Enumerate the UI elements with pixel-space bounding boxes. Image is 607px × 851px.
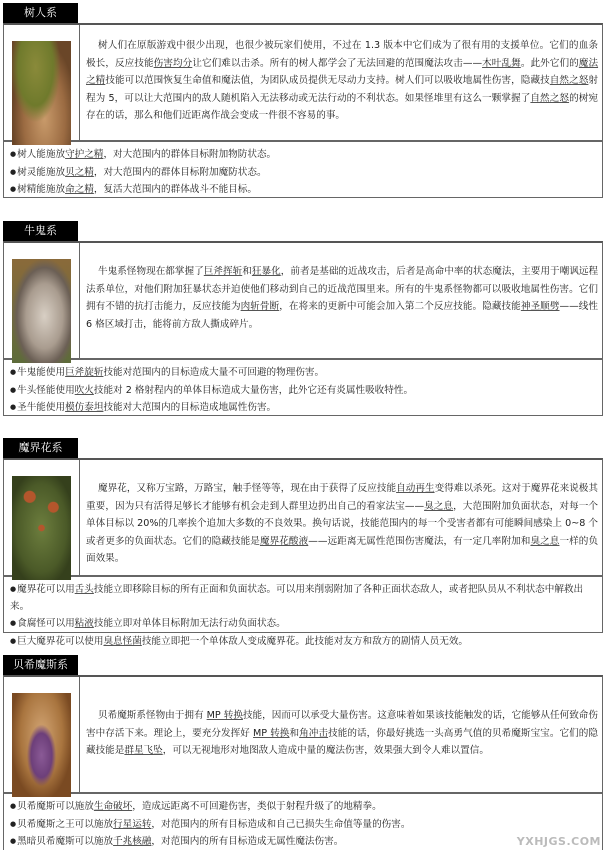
skill-name: MP 转换 xyxy=(253,727,290,739)
portrait-column xyxy=(4,460,80,575)
skill-name: 守护之精 xyxy=(65,149,104,160)
skill-name: 伤害均分 xyxy=(153,57,193,69)
section-title: 魔界花系 xyxy=(3,438,78,458)
skill-list-item xyxy=(10,146,602,164)
skill-name: 千兆核融 xyxy=(113,836,152,847)
skill-name: 命之精 xyxy=(65,184,94,195)
skill-list-item xyxy=(10,833,602,851)
text-segment: ——远距离无属性范围伤害魔法，有一定几率附加和 xyxy=(308,535,531,547)
text-segment: ，对范围内的所有目标造成无属性魔法伤害。 xyxy=(151,836,344,847)
skill-name: 自动再生 xyxy=(396,483,435,494)
skill-list-item xyxy=(10,364,602,382)
skill-name: 粘液 xyxy=(74,618,94,629)
skill-name: 生命破坏 xyxy=(93,801,133,812)
skill-list xyxy=(3,576,603,647)
skill-list-item xyxy=(10,181,602,199)
text-segment: 让它们难以击杀。所有的树人都学会了无法回避的范围魔法攻击—— xyxy=(192,57,483,69)
text-segment: 魔界花，又称万宝路，万路宝，触手怪等等，现在由于获得了反应技能 xyxy=(98,483,397,494)
skill-name: 自然之怒 xyxy=(530,92,570,104)
section-malboro xyxy=(3,438,603,647)
text-segment: 技能立即把一个单体敌人变成魔界花。此技能对友方和敌方的剧情人员无效。 xyxy=(141,635,469,647)
skill-name: 行星运转 xyxy=(113,818,152,830)
skill-name: MP 转换 xyxy=(206,710,243,721)
skill-list-item xyxy=(10,816,602,834)
skill-list-item xyxy=(10,633,602,651)
site-watermark: YXHJGS.COM xyxy=(516,835,601,848)
text-segment: 贝希魔斯之王可以施放 xyxy=(17,818,114,830)
skill-name: 臭之息 xyxy=(424,500,454,512)
treant-portrait-image xyxy=(12,41,71,145)
skill-name: 贝之精 xyxy=(65,166,94,178)
section-body xyxy=(3,241,603,359)
text-segment: ，可以无视地形对地图敌人造成中量的魔法伤害，效果强大到令人难以置信。 xyxy=(162,745,489,756)
text-segment: 技能对 2 格射程内的单体目标造成大量伤害，此外它还有炎属性吸收特性。 xyxy=(93,384,414,396)
text-segment: ，复活大范围内的群体战斗不能目标。 xyxy=(93,184,257,195)
text-segment: 树精能施放 xyxy=(17,184,66,195)
behemoth-portrait-image xyxy=(12,693,71,797)
skill-list-item xyxy=(10,798,602,816)
skill-name: 魔法之精 xyxy=(86,57,599,86)
text-segment: 和 xyxy=(289,727,300,739)
text-segment: ，对大范围内的群体目标附加魔防状态。 xyxy=(93,166,267,178)
description-paragraph xyxy=(80,25,602,140)
text-segment: 的树宛存在的话，那么和他们近距离作战会变成一件很不容易的事。 xyxy=(86,92,599,121)
skill-name: 舌头 xyxy=(74,584,94,595)
skill-list xyxy=(3,793,603,850)
text-segment: 牛鬼能使用 xyxy=(17,367,66,378)
skill-list xyxy=(3,359,603,416)
text-segment: 贝希魔斯系怪物由于拥有 xyxy=(98,710,207,721)
text-segment: 。此外它们的 xyxy=(520,57,579,69)
section-title: 贝希魔斯系 xyxy=(3,655,78,675)
section-title: 树人系 xyxy=(3,3,78,23)
text-segment: ，大范围附加负面状态，对每一个单体目标以 20%的几率挨个追加大多数的不良效果。换句话说，技能范围内的每一个受害者都有可能瞬间感染上 0~8 个或者更多的负面状态。它们的隐藏技能是 xyxy=(86,500,599,547)
skill-list-item xyxy=(10,581,602,615)
minotaur-portrait-image xyxy=(12,259,71,363)
skill-name: 肉斩骨断 xyxy=(240,301,280,312)
skill-list-item xyxy=(10,382,602,400)
section-behemoth xyxy=(3,655,603,850)
description-paragraph xyxy=(80,677,602,792)
portrait-column xyxy=(4,25,80,140)
skill-name: 模仿泰坦 xyxy=(65,402,104,413)
skill-list-item xyxy=(10,615,602,633)
text-segment: 黑暗贝希魔斯可以施放 xyxy=(17,836,114,847)
skill-list xyxy=(3,141,603,198)
portrait-column xyxy=(4,677,80,792)
section-treant xyxy=(3,3,603,198)
skill-name: 自然之怒 xyxy=(549,75,589,86)
text-segment: 一样的负面效果。 xyxy=(86,535,599,564)
text-segment: ，对大范围内的群体目标附加物防状态。 xyxy=(103,149,277,160)
text-segment: 牛头怪能使用 xyxy=(17,384,75,396)
text-segment: 和 xyxy=(242,266,252,277)
section-minotaur xyxy=(3,221,603,416)
text-segment: 树灵能施放 xyxy=(17,166,66,178)
text-segment: 技能，因而可以承受大量伤害。这意味着如果该技能触发的话，它能够从任何致命伤害中存活下来。理论上，要充分发挥好 xyxy=(86,710,598,739)
text-segment: ，造成远距离不可回避伤害，类似于射程升级了的地精拳。 xyxy=(132,801,382,812)
text-segment: ，在将来的更新中可能会加入第二个反应技能。隐藏技能 xyxy=(279,301,521,312)
text-segment: 牛鬼系怪物现在都掌握了 xyxy=(98,266,204,277)
text-segment: 圣牛能使用 xyxy=(17,402,66,413)
text-segment: 技能的话，你最好挑选一头高勇气值的贝希魔斯宝宝。它们的隐藏技能是 xyxy=(86,727,599,756)
skill-name: 魔界花酸液 xyxy=(259,535,309,547)
section-body xyxy=(3,23,603,141)
text-segment: 技能对大范围内的目标造成地属性伤害。 xyxy=(103,402,277,413)
skill-name: 巨斧旋斩 xyxy=(65,367,104,378)
skill-name: 群星飞坠 xyxy=(124,745,163,756)
description-paragraph xyxy=(80,243,602,358)
section-body xyxy=(3,458,603,576)
skill-name: 狂暴化 xyxy=(251,266,281,277)
skill-name: 吹火 xyxy=(74,384,94,396)
text-segment: ，对范围内的所有目标造成和自己已损失生命值等量的伤害。 xyxy=(151,818,411,830)
text-segment: ，前者是基础的近战攻击，后者是高命中率的状态魔法，主要用于嘲讽远程法系单位，对他们附加狂暴状态并迫使他们移动到自己的近战范围里来。所有的牛鬼系怪物都可以吸收地属性伤害。它们拥有不错的抗打击能力，反应技能为 xyxy=(86,266,599,312)
text-segment: 射程为 5，可以让大范围内的敌人随机陷入无法移动或无法行动的不利状态。如果怪堆里有这么一颗掌握了 xyxy=(86,75,599,104)
text-segment: 技能可以范围恢复生命值和魔法值，为团队成员提供无尽动力支持。树人们可以吸收地属性伤害，隐藏技 xyxy=(105,75,550,86)
skill-name: 巨斧挥斩 xyxy=(203,266,243,277)
text-segment: 技能立即对单体目标附加无法行动负面状态。 xyxy=(93,618,286,629)
text-segment: 巨大魔界花可以使用 xyxy=(17,635,104,647)
text-segment: ——线性 6 格区域打击，能将前方敌人撕成碎片。 xyxy=(86,301,599,330)
skill-list-item xyxy=(10,399,602,417)
description-paragraph xyxy=(80,460,602,575)
skill-list-item xyxy=(10,164,602,182)
skill-name: 角冲击 xyxy=(299,727,329,739)
section-body xyxy=(3,675,603,793)
portrait-column xyxy=(4,243,80,358)
text-segment: 食腐怪可以用 xyxy=(17,618,75,629)
malboro-portrait-image xyxy=(12,476,71,580)
text-segment: 树人们在原版游戏中很少出现，也很少被玩家们使用，不过在 1.3 版本中它们成为了很有用的支援单位。它们的血条极长，反应技能 xyxy=(86,40,598,69)
skill-name: 臭之息 xyxy=(530,535,560,547)
text-segment: 贝希魔斯可以施放 xyxy=(17,801,94,812)
text-segment: 技能立即移除目标的所有正面和负面状态。可以用来削弱附加了各种正面状态敌人，或者把队员从不利状态中解救出来。 xyxy=(10,584,584,612)
text-segment: 变得难以杀死。这对于魔界花来说极其重要，因为只有活得足够长才能够有机会走到人群里边扔出自己的看家法宝—— xyxy=(86,483,599,512)
skill-name: 臭息怪菌 xyxy=(103,635,142,647)
text-segment: 技能对范围内的目标造成大量不可回避的物理伤害。 xyxy=(103,367,325,378)
section-title: 牛鬼系 xyxy=(3,221,78,241)
text-segment: 魔界花可以用 xyxy=(17,584,75,595)
skill-name: 木叶乱舞 xyxy=(482,57,521,69)
text-segment: 树人能施放 xyxy=(17,149,66,160)
skill-name: 神圣顺劈 xyxy=(520,301,560,312)
